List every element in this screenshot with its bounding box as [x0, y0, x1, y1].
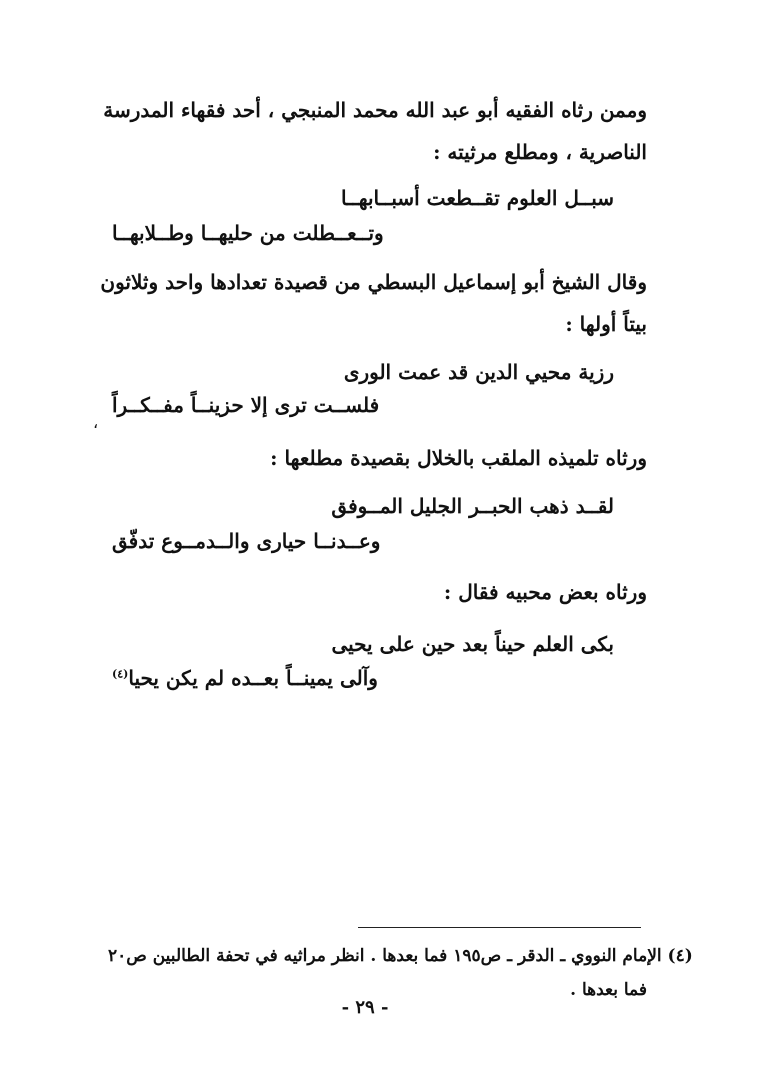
verse-1-second-hemistich: وتــعــطلت من حليهــا وطــلابهــا — [112, 221, 384, 245]
verse-4-second-text: وآلى يمينــاً بعــده لم يكن يحيا — [128, 666, 378, 690]
margin-mark: ، — [93, 413, 99, 432]
paragraph-1-line-2: الناصرية ، ومطلع مرثيته : — [433, 140, 647, 164]
footnote-line-1: (٤) الإمام النووي ـ الدقر ـ ص١٩٥ فما بعدها . انظر مراثيه في تحفة الطالبين ص٢٠ — [108, 946, 693, 966]
verse-2-first-hemistich: رزية محيي الدين قد عمت الورى — [343, 360, 614, 384]
paragraph-3-line-1: ورثاه تلميذه الملقب بالخلال بقصيدة مطلعها : — [270, 446, 647, 470]
verse-3-second-hemistich: وعــدنــا حيارى والــدمــوع تدفّق — [112, 529, 381, 553]
paragraph-1-line-1: وممن رثاه الفقيه أبو عبد الله محمد المنبجي ، أحد فقهاء المدرسة — [103, 98, 647, 122]
verse-1-first-hemistich: سبــل العلوم تقــطعت أسبــابهــا — [340, 186, 614, 210]
footnote-line-2: فما بعدها . — [570, 980, 647, 1000]
verse-4-second-hemistich — [112, 664, 378, 692]
footnote-reference: (٤) — [112, 667, 129, 681]
verse-4-first-hemistich: بكى العلم حيناً بعد حين على يحيى — [331, 632, 614, 656]
verse-2-second-hemistich: فلســت ترى إلا حزينــاً مفــكــراً — [112, 393, 380, 417]
page-number: - ٢٩ - — [341, 997, 389, 1018]
paragraph-4-line-1: ورثاه بعض محبيه فقال : — [443, 580, 647, 604]
verse-3-first-hemistich: لقــد ذهب الحبــر الجليل المــوفق — [331, 494, 614, 518]
paragraph-2-line-1: وقال الشيخ أبو إسماعيل البسطي من قصيدة تعدادها واحد وثلاثون — [100, 270, 647, 294]
paragraph-2-line-2: بيتاً أولها : — [565, 312, 647, 336]
footnote-separator — [358, 927, 641, 928]
